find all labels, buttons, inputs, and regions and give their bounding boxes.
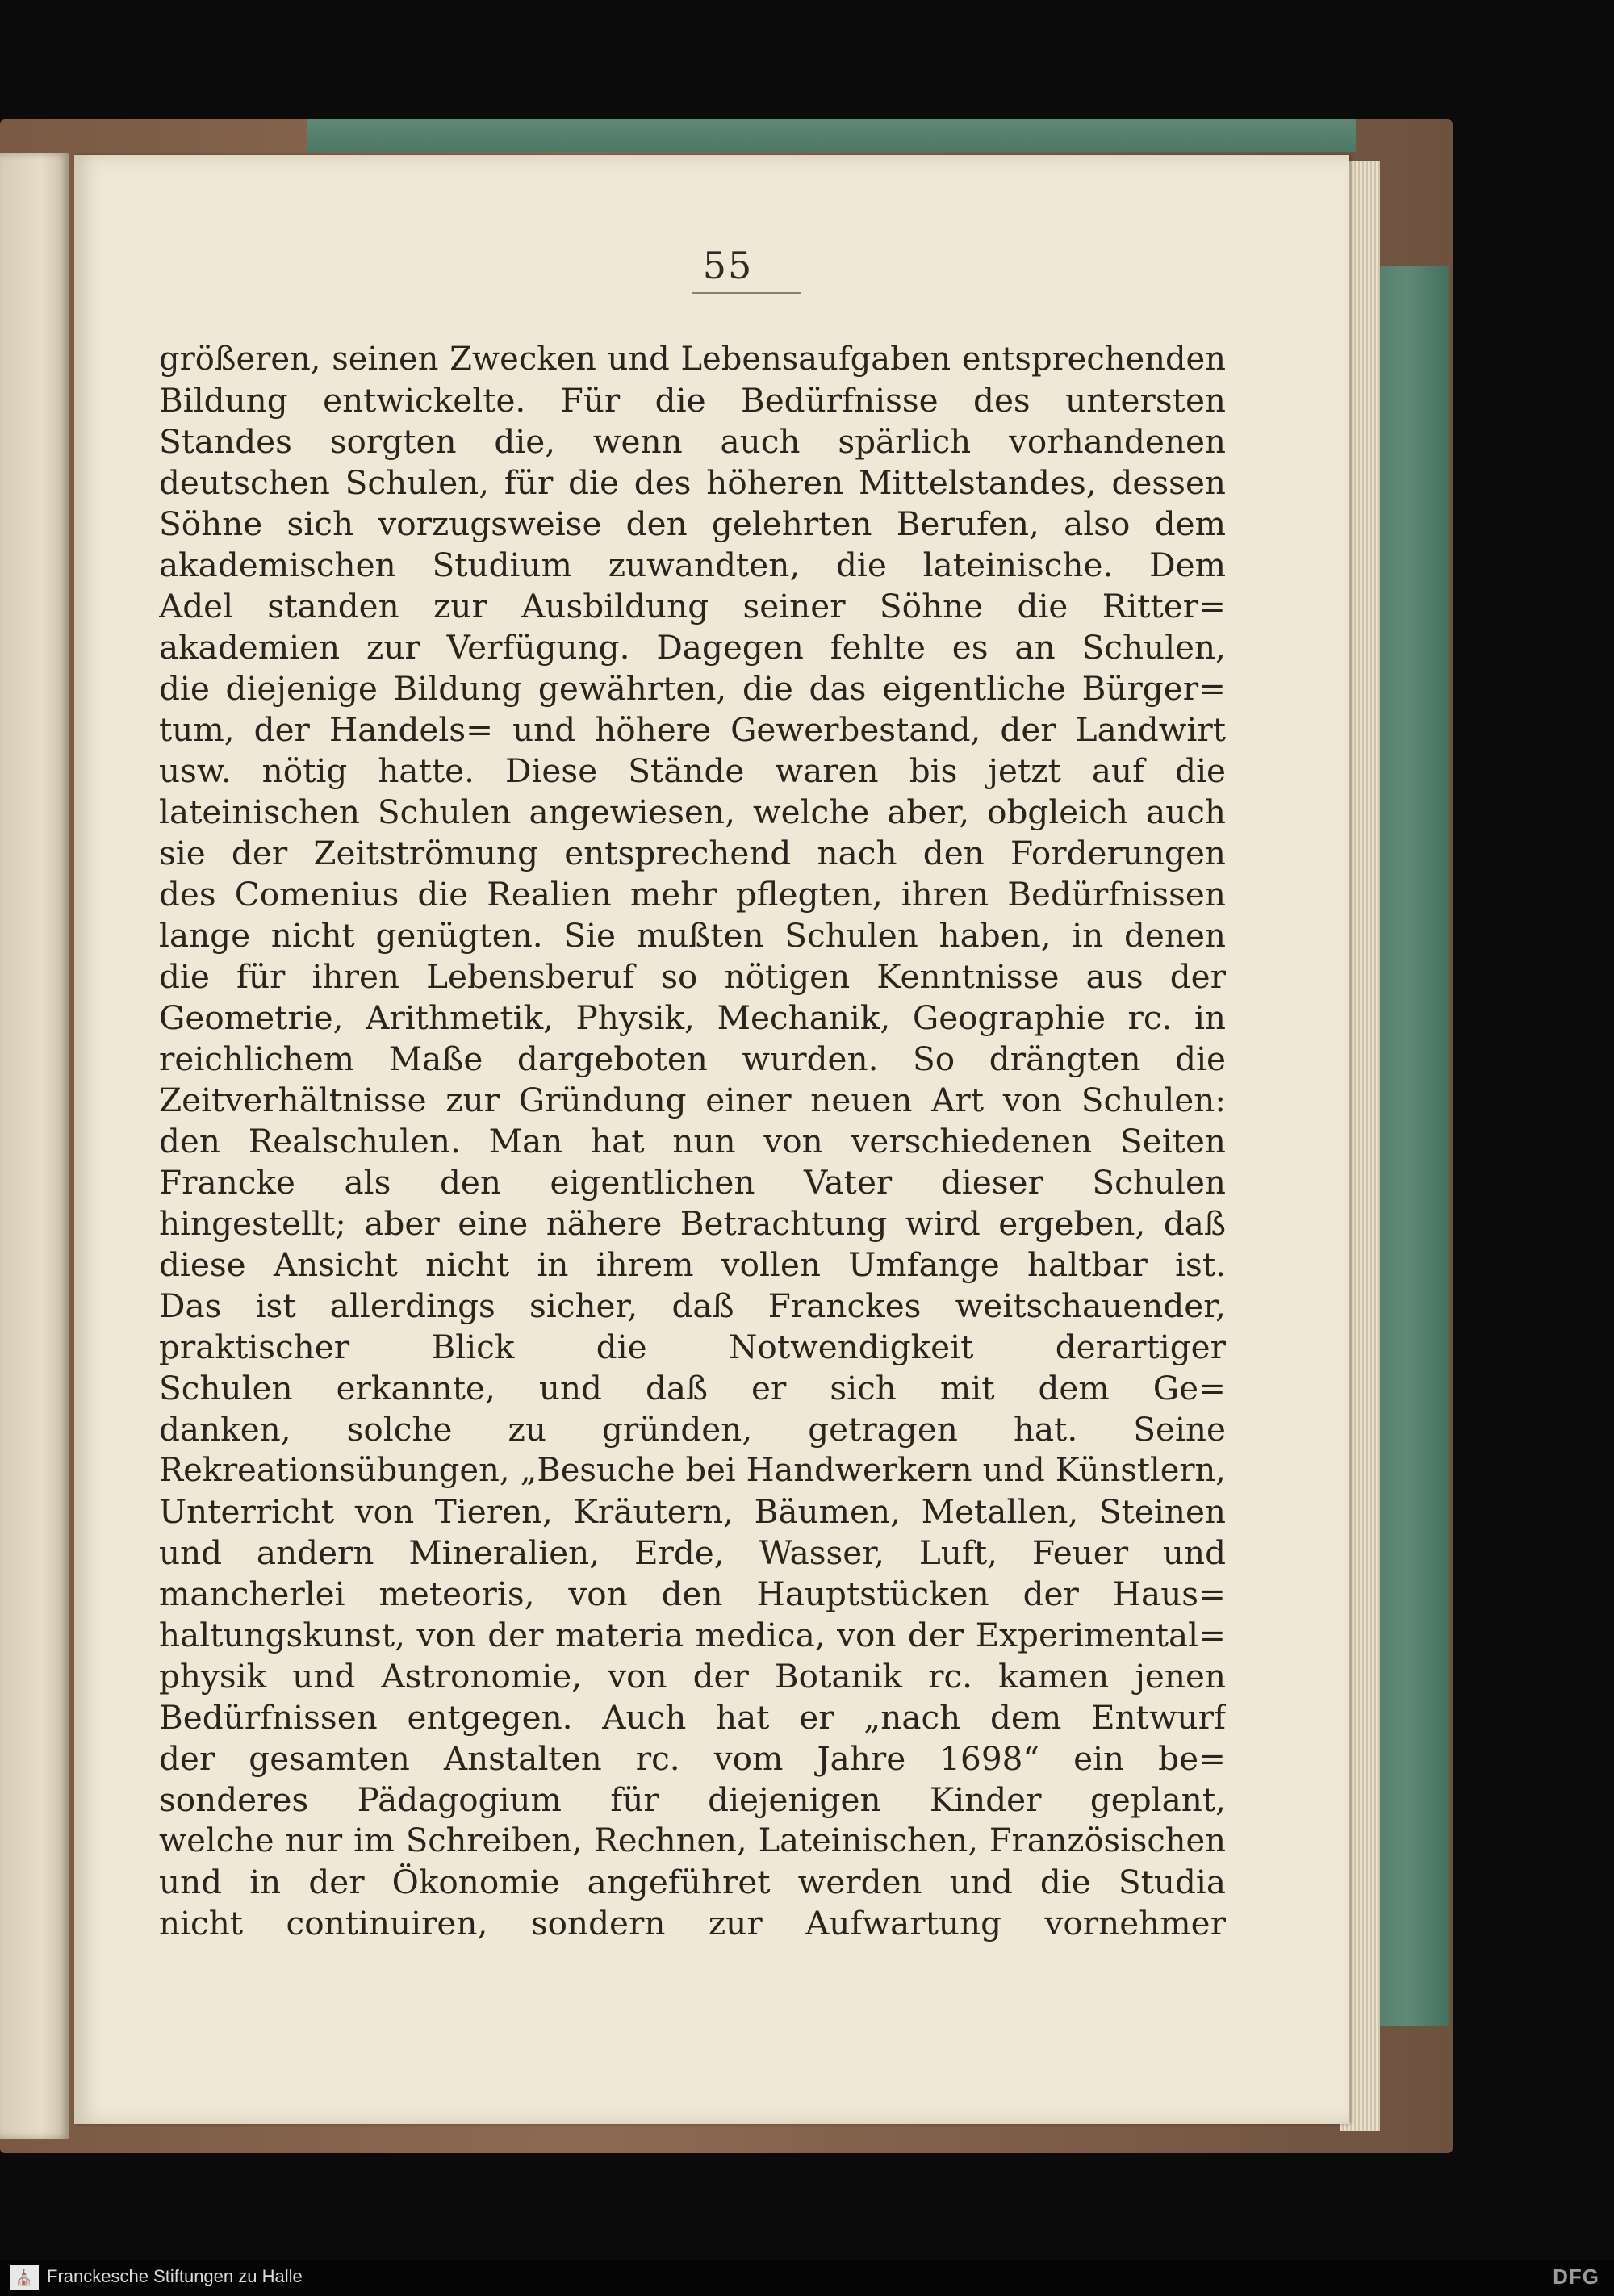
text-line: lange nicht genügten. Sie mußten Schulen haben, in denen: [159, 916, 1226, 955]
text-line: Bildung entwickelte. Für die Bedürfnisse des untersten: [159, 381, 1226, 420]
text-line: nicht continuiren, sondern zur Aufwartung vornehmer: [159, 1904, 1226, 1943]
text-line: Das ist allerdings sicher, daß Franckes weitschauender,: [159, 1286, 1226, 1325]
text-line: reichlichem Maße dargeboten wurden. So drängten die: [159, 1039, 1226, 1078]
text-line: Zeitverhältnisse zur Gründung einer neuen Art von Schulen:: [159, 1081, 1226, 1119]
text-line: Geometrie, Arithmetik, Physik, Mechanik, Geographie rc. in: [159, 998, 1226, 1037]
viewer-footer: [0, 2260, 1614, 2296]
text-line: den Realschulen. Man hat nun von verschiedenen Seiten: [159, 1122, 1226, 1161]
text-line: haltungskunst, von der materia medica, von der Experimental=: [159, 1616, 1226, 1654]
text-line: physik und Astronomie, von der Botanik rc. kamen jenen: [159, 1657, 1226, 1696]
dfg-logo: DFG: [1553, 2265, 1599, 2289]
text-line: die für ihren Lebensberuf so nötigen Kenntnisse aus der: [159, 957, 1226, 996]
text-line: sonderes Pädagogium für diejenigen Kinder geplant,: [159, 1780, 1226, 1819]
text-line: deutschen Schulen, für die des höheren Mittelstandes, dessen: [159, 463, 1226, 502]
text-line: hingestellt; aber eine nähere Betrachtung wird ergeben, daß: [159, 1204, 1226, 1243]
page-text: [159, 339, 1226, 1944]
text-line: Unterricht von Tieren, Kräutern, Bäumen, Metallen, Steinen: [159, 1492, 1226, 1531]
text-line: usw. nötig hatte. Diese Stände waren bis jetzt auf die: [159, 751, 1226, 790]
text-line: Bedürfnissen entgegen. Auch hat er „nach dem Entwurf: [159, 1698, 1226, 1737]
text-line: Rekreationsübungen, „Besuche bei Handwerkern und Künstlern,: [159, 1452, 1226, 1489]
left-page-edge: [0, 153, 69, 2139]
text-line: die diejenige Bildung gewährten, die das eigentliche Bürger=: [159, 669, 1226, 708]
text-line: größeren, seinen Zwecken und Lebensaufgaben entsprechenden: [159, 341, 1226, 378]
foundation-logo-icon: ⛪: [10, 2265, 39, 2290]
text-line: akademischen Studium zuwandten, die lateinische. Dem: [159, 546, 1226, 584]
text-line: tum, der Handels= und höhere Gewerbestand, der Landwirt: [159, 710, 1226, 749]
text-line: mancherlei meteoris, von den Hauptstücken der Haus=: [159, 1575, 1226, 1613]
text-line: akademien zur Verfügung. Dagegen fehlte es an Schulen,: [159, 628, 1226, 667]
footer-institution: Franckesche Stiftungen zu Halle: [47, 2266, 303, 2286]
text-line: sie der Zeitströmung entsprechend nach den Forderungen: [159, 834, 1226, 872]
text-line: und in der Ökonomie angeführet werden und die Studia: [159, 1863, 1226, 1901]
text-line: Schulen erkannte, und daß er sich mit dem Ge=: [159, 1369, 1226, 1407]
text-line: danken, solche zu gründen, getragen hat. Seine: [159, 1410, 1226, 1449]
page-number: 55: [702, 244, 754, 287]
text-line: der gesamten Anstalten rc. vom Jahre 1698“ ein be=: [159, 1739, 1226, 1778]
text-line: des Comenius die Realien mehr pflegten, ihren Bedürfnissen: [159, 875, 1226, 914]
cover-green-band: [307, 119, 1356, 152]
text-line: lateinischen Schulen angewiesen, welche aber, obgleich auch: [159, 793, 1226, 831]
text-line: Söhne sich vorzugsweise den gelehrten Berufen, also dem: [159, 504, 1226, 543]
text-line: Francke als den eigentlichen Vater dieser Schulen: [159, 1163, 1226, 1202]
text-line: welche nur im Schreiben, Rechnen, Lateinischen, Französischen: [159, 1822, 1226, 1859]
text-line: und andern Mineralien, Erde, Wasser, Luft, Feuer und: [159, 1533, 1226, 1572]
text-line: diese Ansicht nicht in ihrem vollen Umfange haltbar ist.: [159, 1245, 1226, 1284]
text-line: Adel standen zur Ausbildung seiner Söhne die Ritter=: [159, 587, 1226, 625]
text-line: praktischer Blick die Notwendigkeit derartiger: [159, 1328, 1226, 1366]
page-number-rule: [692, 292, 801, 294]
text-line: Standes sorgten die, wenn auch spärlich vorhandenen: [159, 422, 1226, 461]
